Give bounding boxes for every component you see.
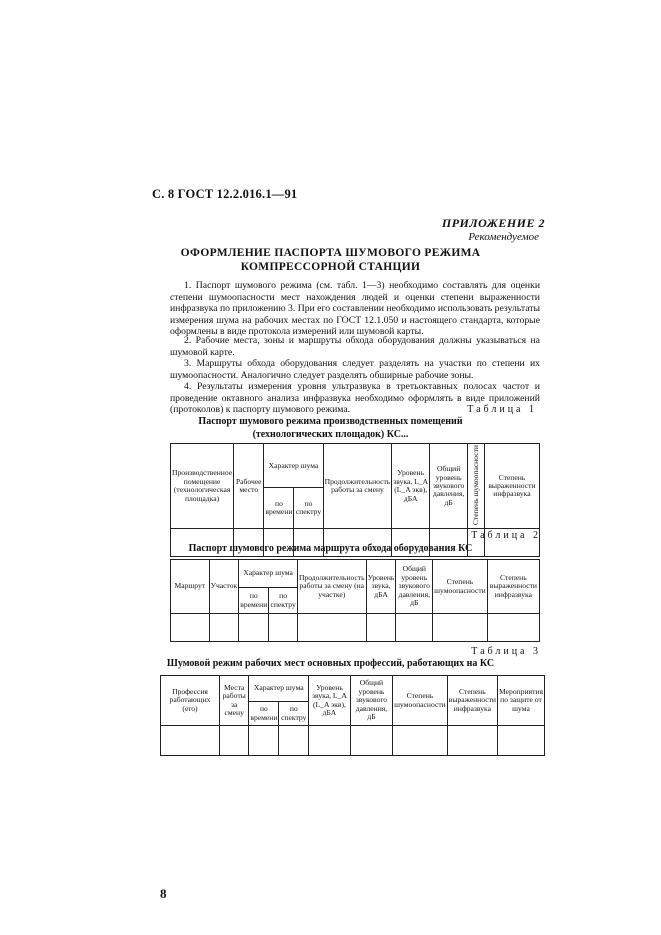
table1-col-character: Характер шума — [264, 444, 323, 488]
table3-col-noise-hazard: Степень шумоопасности — [393, 676, 448, 726]
table1-label: Таблица 1 — [467, 404, 537, 415]
table2-col-character: Характер шума — [239, 560, 298, 588]
table1-caption-line1: Паспорт шумового режима производственных помещений — [198, 416, 463, 427]
table3 — [160, 675, 545, 756]
table2-col-section: Участок — [209, 560, 239, 614]
table2-label: Таблица 2 — [471, 530, 541, 541]
table3-col-measures: Мероприятия по защите от шума — [497, 676, 544, 726]
table2-col-by-time: по времени — [239, 588, 269, 614]
page-number: 8 — [160, 886, 167, 901]
table1-caption-line2: (технологических площадок) КС... — [252, 429, 409, 440]
table1-col-place: Рабочее место — [234, 444, 264, 529]
appendix-status: Рекомендуемое — [468, 231, 539, 243]
paragraph-1: 1. Паспорт шумового режима (см. табл. 1—3) необходимо составлять для оценки степени шумоопасности мест нахождения людей и оценки степени выраженности инфразвука по приложению 3. При его составлении необходимо использовать результаты измерения шума на рабочих местах по ГОСТ 12.1.050 и настоящего стандарта, которые оформлены в виде протокола измерений или шумовой карты. — [170, 280, 540, 338]
table3-label: Таблица 3 — [471, 646, 541, 657]
table1-col-duration: Продолжительность работы за смену — [323, 444, 392, 529]
table2-col-noise-hazard: Степень шумоопасности — [433, 560, 488, 614]
table3-col-character: Характер шума — [249, 676, 309, 702]
table3-col-places: Места работы за смену — [220, 676, 249, 726]
document-title-line2: КОМПРЕССОРНОЙ СТАНЦИИ — [240, 261, 421, 273]
table3-col-profession: Профессия работающих (его) — [161, 676, 220, 726]
table1-col-room: Производственное помещение (технологическая площадка) — [171, 444, 234, 529]
table1-col-total-level: Общий уровень звукового давления, дБ — [430, 444, 468, 529]
table2-col-total-level: Общий уровень звукового давления, дБ — [396, 560, 433, 614]
table3-col-by-time: по времени — [249, 702, 279, 726]
table3-col-by-spectrum: по спектру — [279, 702, 309, 726]
document-title-line1: ОФОРМЛЕНИЕ ПАСПОРТА ШУМОВОГО РЕЖИМА — [180, 247, 481, 259]
paragraph-2: 2. Рабочие места, зоны и маршруты обхода оборудования должны указываться на шумовой карте. — [170, 335, 540, 358]
table2-col-infra: Степень выраженности инфразвука — [487, 560, 539, 614]
table2-col-duration: Продолжительность работы за смену (на участке) — [297, 560, 366, 614]
table1-col-by-spectrum: по спектру — [294, 488, 323, 529]
paragraph-4: 4. Результаты измерения уровня ультразвука в третьоктавных полосах частот и проведение октавного анализа инфразвука необходимо оформлять в виде приложений (протоколов) к паспорту шумового режима. — [170, 381, 540, 416]
table3-col-total-level: Общий уровень звукового давления, дБ — [350, 676, 392, 726]
table1-col-infra: Степень выраженности инфразвука — [484, 444, 539, 529]
paragraph-3: 3. Маршруты обхода оборудования следует разделять на участки по степени их шумоопасности. Аналогично следует разделять обширные рабочие зоны. — [170, 358, 540, 381]
page-header: С. 8 ГОСТ 12.2.016.1—91 — [152, 187, 298, 201]
table1-col-by-time: по времени — [264, 488, 294, 529]
table3-empty-row — [161, 726, 545, 756]
table2-col-by-spectrum: по спектру — [269, 588, 298, 614]
appendix-label: ПРИЛОЖЕНИЕ 2 — [441, 216, 545, 230]
table2-caption: Паспорт шумового режима маршрута обхода оборудования КС — [188, 543, 473, 554]
table1-col-sound-level: Уровень звука, L_A (L_A экв), дБА — [392, 444, 430, 529]
table3-col-infra: Степень выраженности инфразвука — [447, 676, 497, 726]
table2-col-route: Маршрут — [171, 560, 210, 614]
table2-empty-row — [171, 614, 540, 642]
table3-col-sound-level: Уровень звука, L_A (L_A экв), дБА — [309, 676, 351, 726]
table3-caption: Шумовой режим рабочих мест основных профессий, работающих на КС — [166, 658, 495, 669]
table2-col-sound-level: Уровень звука, дБА — [366, 560, 396, 614]
table2 — [170, 559, 540, 642]
table1-col-noise-hazard: Степень шумоопасности — [470, 445, 480, 526]
